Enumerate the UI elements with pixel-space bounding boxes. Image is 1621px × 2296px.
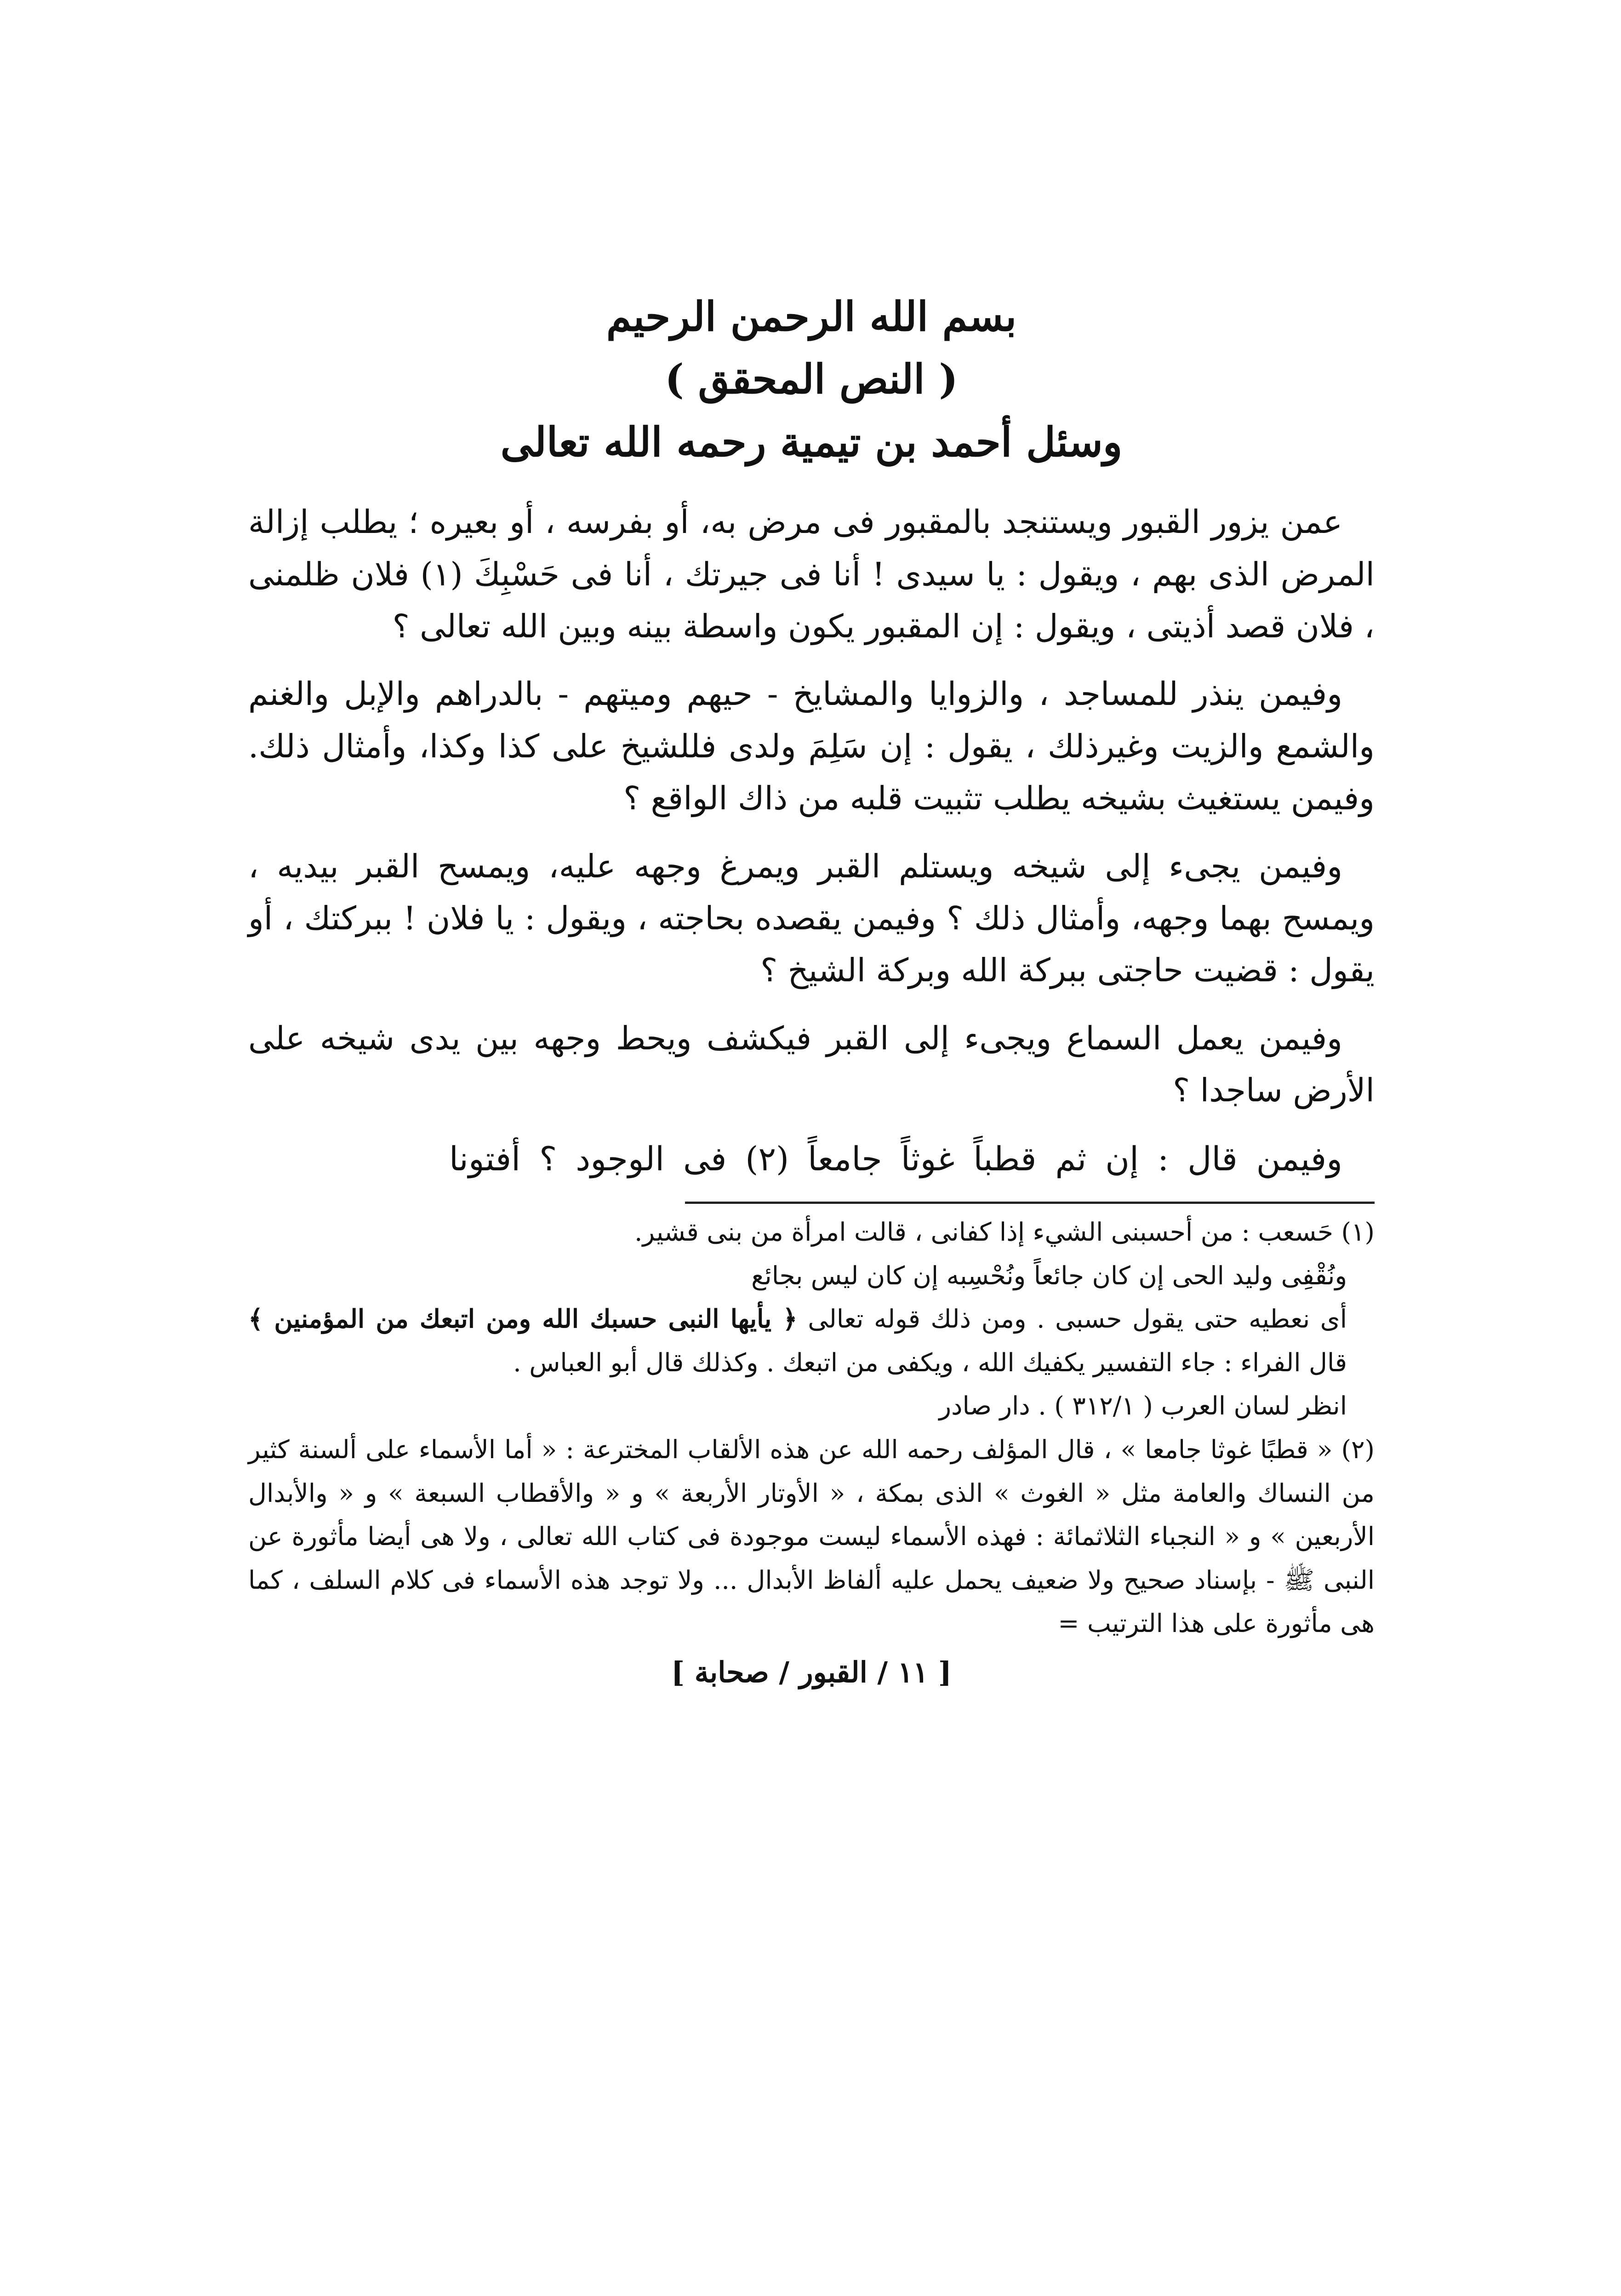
- paragraph-5: وفيمن قال : إن ثم قطباً غوثاً جامعاً (٢) فى الوجود ؟ أفتونا: [449, 1139, 1342, 1179]
- paragraph-3: وفيمن يجىء إلى شيخه ويستلم القبر ويمرغ وجهه عليه، ويمسح القبر بيديه ، ويمسح بهما وجهه، وأمثال ذلك ؟ وفيمن يقصده بحاجته ، ويقول : يا فلان ! ببركتك ، أو يقول : قضيت حاجتى ببركة الله وبركة الشيخ ؟: [248, 847, 1375, 990]
- basmala-heading: بسم الله الرحمن الرحيم: [606, 292, 1017, 340]
- footnote-1-plain: أى نعطيه حتى يقول حسبى . ومن ذلك قوله تعالى: [808, 1304, 1347, 1334]
- footnote-1-farra: قال الفراء : جاء التفسير يكفيك الله ، ويكفى من اتبعك . وكذلك قال أبو العباس .: [513, 1347, 1347, 1377]
- footnote-1-reference: انظر لسان العرب ( ٣١٢/١ ) . دار صادر: [939, 1391, 1347, 1421]
- main-text: [248, 496, 1375, 1186]
- footnote-1-verse: ونُقْفِى وليد الحى إن كان جائعاً ونُحْسِبه إن كان ليس بجائع: [751, 1260, 1347, 1290]
- footnote-2: (٢) « قطبًا غوثا جامعا » ، قال المؤلف رحمه الله عن هذه الألقاب المخترعة : « أما الأسماء على ألسنة كثير من النساك والعامة مثل « الغوث » الذى بمكة ، « الأوتار الأربعة » و « والأقطاب السبعة » و « والأبدال الأربعين » و « النجباء الثلاثمائة : فهذه الأسماء ليست موجودة فى كتاب الله تعالى ، ولا هى أيضا مأثورة عن النبى ﷺ - بإسناد صحيح ولا ضعيف يحمل عليه ألفاظ الأبدال ... ولا توجد هذه الأسماء فى كلام السلف ، كما هى مأثورة على هذا الترتيب =: [248, 1435, 1375, 1638]
- footnotes: [248, 1210, 1375, 1645]
- footnote-1-line-1: (١) حَسعب : من أحسبنى الشيء إذا كفانى ، قالت امرأة من بنى قشير.: [634, 1217, 1375, 1247]
- document-page: [248, 285, 1375, 1689]
- subtitle-heading: ( النص المحقق ): [665, 355, 958, 403]
- footnote-1-quran-verse: ﴿ يأيها النبى حسبك الله ومن اتبعك من المؤمنين ﴾: [248, 1304, 798, 1334]
- question-title: وسئل أحمد بن تيمية رحمه الله تعالى: [500, 418, 1123, 466]
- paragraph-1: عمن يزور القبور ويستنجد بالمقبور فى مرض به، أو بفرسه ، أو بعيره ؛ يطلب إزالة المرض الذى بهم ، ويقول : يا سيدى ! أنا فى جيرتك ، أنا فى حَسْبِكَ (١) فلان ظلمنى ، فلان قصد أذيتى ، ويقول : إن المقبور يكون واسطة بينه وبين الله تعالى ؟: [248, 503, 1375, 645]
- paragraph-2: وفيمن ينذر للمساجد ، والزوايا والمشايخ - حيهم وميتهم - بالدراهم والإبل والغنم والشمع والزيت وغيرذلك ، يقول : إن سَلِمَ ولدى فللشيخ على كذا وكذا، وأمثال ذلك. وفيمن يستغيث بشيخه يطلب تثبيت قلبه من ذاك الواقع ؟: [248, 675, 1375, 818]
- footnote-divider: [685, 1202, 1375, 1204]
- page-footer: [ ١١ / القبور / صحابة ]: [671, 1655, 952, 1689]
- paragraph-4: وفيمن يعمل السماع ويجىء إلى القبر فيكشف ويحط وجهه بين يدى شيخه على الأرض ساجدا ؟: [248, 1019, 1375, 1110]
- footnote-1-quran-line: [248, 1297, 1375, 1384]
